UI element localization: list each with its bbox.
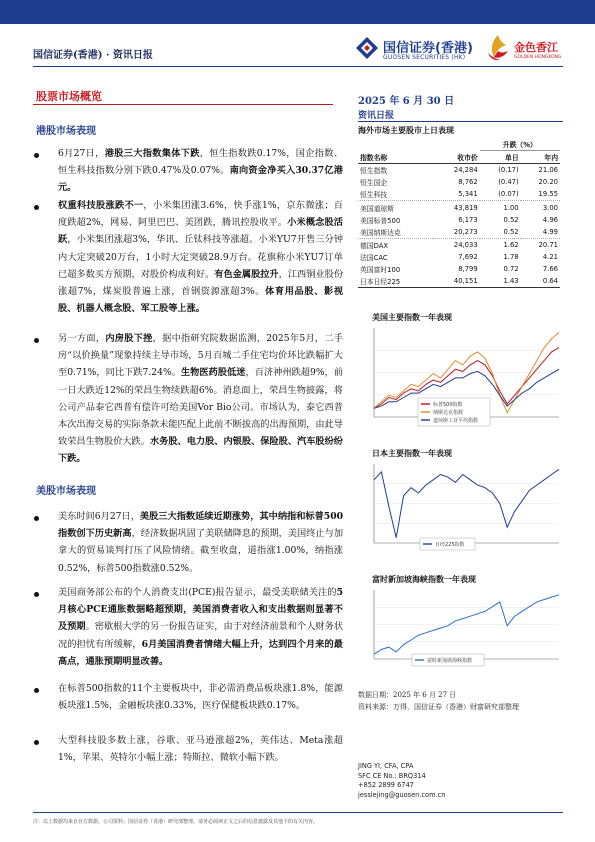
hk-paragraph-3 (58, 330, 343, 468)
body-text: 另一方面， (58, 333, 106, 344)
col-header-close: 收市价 (457, 153, 478, 162)
us-paragraph-4 (58, 732, 343, 766)
data-date: 数据日期：2025 年 6 月 27 日 (358, 691, 457, 699)
table-row (358, 201, 560, 214)
japan-index-chart (360, 458, 565, 563)
row-day: 1.00 (503, 203, 519, 212)
analyst-name: JING YI, CFA, CPA (358, 762, 414, 770)
table-row (358, 188, 560, 201)
golden-hk-cn: 金色香江 (514, 41, 558, 54)
table-row (358, 238, 560, 251)
analyst-email[interactable]: jessiejing@guosen.com.cn (358, 790, 446, 799)
chart3-title: 富时新加坡海峡指数一年表现 (372, 574, 476, 584)
body-text: ，经济数据巩固了美联储降息的预期，美国终止与加拿大的贸易谈判打压了风险情绪。截至收盘，道指涨1.00%，纳指涨0.52%，标普500指数涨0.52%。 (58, 528, 344, 574)
golden-hk-logo (484, 33, 574, 67)
body-text: 在标普500指数的11个主要板块中，非必需消费品板块涨1.8%，能源板块涨1.5%，金融板块涨0.33%，医疗保健板块跌0.17%。 (58, 683, 343, 712)
footer-note: 注：以上数据均来自官方数据、公司资料；国信证券（香港）研究部整理。请务必阅读正文之后的信息披露及其他下的有关内容。 (33, 819, 319, 825)
legend-label: 道琼斯工业平均指数 (433, 418, 479, 424)
golden-hk-logo-icon (484, 33, 512, 63)
row-close: 20,273 (453, 227, 478, 236)
singapore-index-chart (360, 584, 565, 679)
row-close: 24,284 (453, 166, 478, 175)
legend-label: 标普500指数 (433, 402, 463, 408)
col-header-day: 单日 (505, 154, 519, 163)
bullet (34, 592, 39, 597)
highlight-text: 权重科技股涨跌不一 (58, 200, 144, 211)
report-date: 2025 年 6 月 30 日 (358, 96, 455, 107)
us-paragraph-1 (58, 508, 343, 577)
row-close: 6,173 (458, 215, 478, 224)
analyst-license: SFC CE No.: BRQ314 (358, 771, 426, 780)
body-text: 美东时间6月27日， (58, 511, 140, 522)
body-text: 美国商务部公布的个人消费支出(PCE)报告显示，最受美联储关注的 (58, 587, 337, 598)
us-section-title: 美股市场表现 (36, 486, 96, 497)
us-paragraph-3 (58, 680, 343, 714)
row-ytd: 21.06 (538, 166, 558, 175)
guosen-logo-cn: 国信证券(香港) (383, 41, 473, 56)
col-header-name: 指数名称 (360, 153, 388, 162)
table-row (358, 263, 560, 275)
body-text: 。密歇根大学的另一份报告证实，由于对经济前景和个人财务状况的担忧有所缓解， (58, 621, 344, 650)
body-text: 6月27日， (58, 148, 105, 159)
row-day: 1.78 (503, 252, 519, 261)
hk-paragraph-1 (58, 145, 343, 197)
row-close: 5,341 (458, 190, 478, 199)
table-row (358, 226, 560, 239)
row-name: 恒生指数 (360, 167, 388, 176)
data-source: 资料来源：万得，国信证券（香港）财富研究部整理 (358, 703, 519, 711)
row-day: 1.43 (503, 277, 519, 286)
body-text: ，小米集团涨超3%，华讯、丘钛科技等涨超。小米YU7开售三分钟内大定突破20万台，1小时大定突破28.9万台。花旗称小米YU7订单已超多数买方预期，对股价构成利好。 (58, 234, 344, 280)
golden-hk-en: GOLDEN HONGKONG (514, 55, 562, 60)
chart2-title: 日本主要指数一年表现 (372, 448, 452, 458)
bullet (34, 153, 39, 158)
row-close: 40,151 (453, 277, 478, 286)
highlight-text: 港股三大指数集体下跌 (104, 148, 200, 159)
highlight-text: 生物医药股低迷 (180, 367, 246, 379)
body-text: ，恒生指数跌0.17%，国企指数、恒生科技指数分别下跌0.47%及0.07%。 (58, 148, 343, 177)
highlight-text: 南向资金净买入30.37亿港元。 (58, 165, 343, 194)
row-ytd: 7.66 (542, 264, 558, 273)
highlight-text: 美股三大指数延续近期涨势，其中纳指和标普500指数创下历史新高 (58, 511, 343, 540)
legend-label: 纳斯达克指数 (433, 410, 464, 416)
body-text: ，小米集团涨3.6%，快手涨1%，京东微涨；百度跌超2%，网易、阿里巴巴、美团跌，腾讯控股收平。 (58, 200, 343, 229)
bullet (34, 688, 39, 693)
top-bar (0, 0, 595, 24)
bullet (34, 205, 39, 210)
row-close: 7,692 (458, 252, 478, 261)
body-text: ，江西铜业股份涨超7%，煤炭股普遍上涨，首钢资源涨超3%。 (58, 268, 344, 298)
market-table (358, 138, 560, 288)
highlight-text: 5月核心PCE通胀数据略超预期，美国消费者收入和支出数据则显著不及预期 (58, 587, 343, 633)
row-name: 法国CAC (360, 253, 388, 262)
footer-divider (33, 812, 563, 813)
row-ytd: 4.96 (542, 215, 558, 224)
row-name: 美国标普500 (360, 216, 401, 225)
body-text: ，百济神州跌超9%，前一日大跌近12%的荣昌生物续跌超6%。消息面上，荣昌生物披露，将公司产品泰它西普有偿许可给美国Vor Bio公司。市场认为，泰它西普本次出海交易的实际条款未能匹配上此前不断拔高的出海预期，由此导致荣昌生物股价大跌。 (58, 367, 344, 448)
row-ytd: 19.55 (538, 190, 558, 199)
section-title: 股票市场概览 (36, 90, 102, 103)
row-close: 8,799 (458, 264, 478, 273)
row-day: 0.52 (503, 227, 519, 236)
row-day: 1.62 (503, 240, 519, 249)
hk-section-title: 港股市场表现 (36, 126, 96, 137)
row-name: 德国DAX (360, 241, 389, 250)
row-name: 恒生科技 (360, 191, 388, 200)
header-divider (33, 66, 563, 67)
row-close: 8,762 (458, 178, 478, 187)
highlight-text: 6月美国消费者情绪大幅上升，达到四个月来的最高点，通胀预期明显改善。 (58, 638, 343, 667)
highlight-text: 内房股下挫 (105, 333, 153, 344)
side-divider (358, 121, 563, 122)
row-day: 0.52 (503, 215, 519, 224)
guosen-logo (355, 36, 475, 66)
chart1-title: 美国主要指数一年表现 (372, 312, 452, 322)
highlight-text: 有色金属股拉升 (214, 268, 279, 280)
table-row (358, 251, 560, 263)
row-day: (0.17) (498, 166, 519, 175)
section-divider (33, 104, 333, 105)
report-type: 资讯日报 (358, 111, 395, 121)
bullet (34, 740, 39, 745)
highlight-text: 小米概念股活跃 (58, 217, 343, 246)
table-row (358, 214, 560, 226)
row-ytd: 0.64 (542, 277, 558, 286)
table-row (358, 164, 560, 177)
us-paragraph-2 (58, 584, 343, 670)
guosen-logo-icon (355, 36, 379, 60)
body-text: 大型科技股多数上涨，谷歌、亚马逊涨超2%，英伟达、Meta涨超1%，苹果、英特尔小幅上涨；特斯拉、微软小幅下跌。 (58, 735, 343, 764)
market-table-title: 海外市场主要股市上日表现 (358, 125, 454, 135)
row-ytd: 20.20 (538, 178, 558, 187)
highlight-text: 体育用品股、影视股、机器人概念股、军工股等上涨。 (58, 286, 344, 315)
row-ytd: 4.21 (542, 252, 558, 261)
analyst-contact (358, 762, 445, 800)
us-indices-chart (360, 322, 565, 437)
highlight-text: 水务股、电力股、内银股、保险股、汽车股纷纷下跌。 (58, 436, 343, 465)
row-name: 美国纳斯达克 (360, 228, 401, 237)
row-day: 0.72 (503, 264, 519, 273)
legend-label: 富时新加坡海峡指数 (427, 658, 473, 664)
row-name: 日本日经225 (360, 278, 401, 287)
bullet (34, 338, 39, 343)
row-close: 24,033 (453, 240, 478, 249)
guosen-logo-en: GUOSEN SECURITIES (HK) (383, 54, 466, 61)
legend-label: 日经225指数 (435, 542, 465, 548)
row-ytd: 20.71 (538, 240, 558, 249)
col-header-change: 升跌（%） (480, 138, 560, 151)
row-name: 美国道琼斯 (360, 204, 394, 213)
hk-paragraph-2 (58, 197, 343, 317)
row-day: (0.47) (498, 178, 519, 187)
row-ytd: 4.99 (542, 227, 558, 236)
table-row (358, 275, 560, 288)
row-close: 43,819 (453, 203, 478, 212)
col-header-ytd: 年内 (544, 154, 558, 163)
table-row (358, 176, 560, 188)
row-day: (0.07) (498, 190, 519, 199)
row-name: 英国富时100 (360, 265, 401, 274)
header-title: 国信证券(香港) · 资讯日报 (33, 50, 153, 61)
row-name: 恒生国企 (360, 179, 388, 188)
analyst-phone: +852 2899 6747 (358, 781, 414, 790)
bullet (34, 516, 39, 521)
row-ytd: 3.00 (542, 203, 558, 212)
body-text: ，据中指研究院数据监测，2025年5月，二手房“以价换量”现象持续主导市场，5月百城二手住宅均价环比跌幅扩大至0.71%，同比下跌7.24%。 (58, 333, 344, 379)
